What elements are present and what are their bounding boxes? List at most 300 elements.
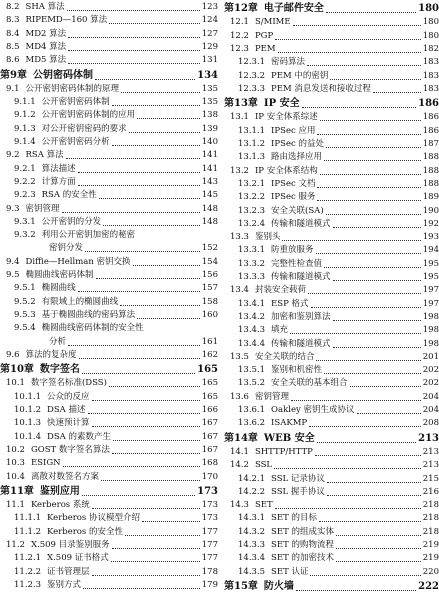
entry-number: 10.1.1 bbox=[14, 391, 42, 402]
entry-number: 11.1.2 bbox=[14, 526, 42, 537]
toc-chapter-entry bbox=[0, 69, 218, 82]
entry-page-number: 167 bbox=[201, 418, 218, 429]
entry-number: 12.3.1 bbox=[238, 57, 266, 68]
toc-entry bbox=[0, 124, 218, 135]
dot-leader bbox=[120, 304, 200, 306]
toc-entry bbox=[224, 365, 439, 376]
entry-number: 13.2.1 bbox=[238, 178, 266, 189]
dot-leader bbox=[129, 131, 200, 133]
entry-title: PEM 中的密钥 bbox=[271, 70, 329, 81]
entry-title: PEM 消息发送和接收过程 bbox=[271, 83, 371, 94]
entry-title: RIPEMD—160 算法 bbox=[25, 15, 108, 26]
entry-number: 13.6 bbox=[230, 391, 249, 402]
entry-title: PEM bbox=[254, 43, 276, 54]
dot-leader bbox=[112, 547, 200, 549]
dot-leader bbox=[317, 186, 420, 188]
entry-page-number: 188 bbox=[422, 152, 439, 163]
entry-page-number: 193 bbox=[422, 232, 439, 243]
entry-number: 13.4.3 bbox=[238, 325, 266, 336]
entry-title: 密钥分发 bbox=[49, 243, 84, 254]
dot-leader bbox=[78, 171, 200, 173]
entry-number: 12.2 bbox=[230, 30, 249, 41]
entry-title: 证书管理层 bbox=[47, 566, 90, 577]
entry-page-number: 218 bbox=[422, 500, 439, 511]
entry-title: DSA 描述 bbox=[47, 405, 86, 415]
entry-page-number: 127 bbox=[201, 28, 218, 39]
entry-title: 算法描述 bbox=[41, 163, 76, 174]
entry-page-number: 195 bbox=[422, 258, 439, 269]
entry-number: 13.4.1 bbox=[238, 298, 266, 309]
entry-title: 离散对数签名方案 bbox=[30, 471, 99, 482]
toc-entry bbox=[224, 447, 439, 458]
dot-leader bbox=[68, 49, 200, 51]
entry-number: 9.5.2 bbox=[14, 296, 36, 307]
entry-number: 13.3 bbox=[230, 232, 249, 243]
toc-entry bbox=[0, 150, 218, 161]
entry-page-number: 198 bbox=[422, 338, 439, 349]
entry-number: 13.2.2 bbox=[238, 192, 266, 203]
entry-title: 鉴别应用 bbox=[39, 485, 80, 497]
entry-title: SHTTP/HTTP bbox=[254, 446, 313, 457]
entry-title: SSL bbox=[254, 460, 273, 471]
entry-title: ESP 格式 bbox=[271, 298, 309, 309]
toc-entry bbox=[0, 97, 218, 108]
dot-leader bbox=[315, 454, 421, 456]
toc-entry bbox=[224, 44, 439, 55]
dot-leader bbox=[324, 266, 421, 268]
dot-leader bbox=[310, 574, 420, 576]
entry-number: 13.4 bbox=[230, 285, 249, 296]
entry-page-number: 143 bbox=[201, 176, 218, 187]
toc-entry bbox=[0, 458, 218, 469]
entry-number: 13.3.3 bbox=[238, 272, 266, 282]
dot-leader bbox=[111, 560, 200, 562]
entry-page-number: 161 bbox=[201, 336, 218, 347]
dot-leader bbox=[121, 91, 200, 93]
entry-title: GOST 数字签名算法 bbox=[30, 444, 110, 455]
toc-entry bbox=[0, 55, 218, 66]
entry-title: X.509 证书格式 bbox=[47, 553, 109, 564]
toc-entry bbox=[224, 192, 439, 203]
entry-number: 14.1 bbox=[230, 446, 249, 457]
entry-page-number: 165 bbox=[197, 364, 218, 376]
entry-number: 10.1.3 bbox=[14, 418, 42, 429]
entry-title: 传输和隧道模式 bbox=[271, 272, 331, 282]
dot-leader bbox=[333, 319, 421, 321]
toc-entry bbox=[0, 217, 218, 228]
entry-title: IPSec 的益处 bbox=[271, 139, 324, 149]
toc-entry bbox=[0, 177, 218, 188]
toc-entry bbox=[0, 553, 218, 564]
entry-number: 12.3 bbox=[230, 43, 249, 54]
entry-title: DSA 的素数产生 bbox=[47, 431, 112, 442]
entry-number: 10.4 bbox=[6, 471, 25, 482]
entry-title: MD2 算法 bbox=[25, 28, 67, 39]
entry-number: 14.3.4 bbox=[238, 553, 266, 564]
entry-number: 第10章 bbox=[0, 364, 34, 376]
entry-page-number: 197 bbox=[422, 285, 439, 296]
entry-title: SET 认证 bbox=[271, 566, 309, 577]
entry-number: 9.5 bbox=[6, 270, 20, 280]
entry-page-number: 141 bbox=[201, 150, 218, 161]
dot-leader bbox=[317, 199, 420, 201]
dot-leader bbox=[103, 224, 200, 226]
entry-title: Oakley 密钥生成协议 bbox=[271, 405, 355, 415]
toc-entry bbox=[224, 17, 439, 28]
entry-number: 13.1.2 bbox=[238, 139, 266, 149]
toc-entry bbox=[224, 219, 439, 230]
dot-leader bbox=[68, 62, 200, 64]
entry-page-number: 152 bbox=[201, 243, 218, 254]
entry-page-number: 190 bbox=[422, 205, 439, 216]
entry-title: 椭圆曲线密码体制的安全性 bbox=[41, 323, 144, 334]
entry-number: 13.3.1 bbox=[238, 245, 266, 256]
dot-leader bbox=[68, 344, 200, 346]
toc-entry bbox=[224, 71, 439, 82]
dot-leader bbox=[336, 534, 421, 536]
entry-title: 安全关联的基本组合 bbox=[271, 378, 348, 389]
entry-page-number: 170 bbox=[201, 471, 218, 482]
dot-leader bbox=[78, 290, 200, 292]
toc-entry bbox=[224, 166, 439, 177]
toc-entry bbox=[224, 285, 439, 296]
entry-page-number: 173 bbox=[197, 485, 218, 497]
entry-title: 填充 bbox=[271, 325, 289, 336]
toc-entry bbox=[0, 2, 218, 13]
toc-entry bbox=[0, 84, 218, 95]
entry-page-number: 177 bbox=[201, 540, 218, 550]
entry-number: 第9章 bbox=[0, 69, 27, 81]
entry-title: 对公开密钥密码的要求 bbox=[41, 123, 127, 134]
entry-number: 9.5.4 bbox=[14, 323, 36, 334]
entry-number: 10.1 bbox=[6, 378, 25, 389]
entry-number: 12.3.3 bbox=[238, 83, 266, 94]
entry-page-number: 141 bbox=[201, 163, 218, 174]
entry-title: SHA 算法 bbox=[25, 2, 65, 12]
dot-leader bbox=[125, 534, 200, 536]
entry-title: ESIGN bbox=[30, 458, 61, 469]
entry-number: 12.1 bbox=[230, 17, 249, 28]
dot-leader bbox=[278, 51, 421, 53]
dot-leader bbox=[78, 184, 200, 186]
entry-page-number: 186 bbox=[422, 112, 439, 123]
entry-title: 基于椭圆曲线的密码算法 bbox=[41, 309, 136, 320]
toc-entry bbox=[0, 432, 218, 443]
toc-entry bbox=[224, 232, 439, 243]
entry-title: 防重放服务 bbox=[271, 245, 314, 256]
dot-leader bbox=[350, 385, 421, 387]
entry-number: 9.2 bbox=[6, 150, 20, 161]
entry-page-number: 139 bbox=[201, 123, 218, 134]
entry-title: 传输和隧道模式 bbox=[271, 338, 331, 349]
dot-leader bbox=[109, 385, 200, 387]
toc-entry bbox=[224, 567, 439, 578]
toc-entry bbox=[0, 137, 218, 148]
entry-page-number: 180 bbox=[422, 17, 439, 28]
entry-number: 12.3.2 bbox=[238, 70, 266, 81]
entry-title: X.509 目录鉴别服务 bbox=[30, 540, 110, 550]
dot-leader bbox=[324, 372, 421, 374]
entry-page-number: 157 bbox=[201, 283, 218, 294]
entry-page-number: 188 bbox=[422, 178, 439, 189]
entry-number: 9.3.1 bbox=[14, 216, 36, 227]
toc-entry bbox=[0, 297, 218, 308]
toc-entry bbox=[0, 190, 218, 201]
toc-entry bbox=[224, 500, 439, 511]
entry-title: 加密和鉴别算法 bbox=[271, 311, 331, 322]
entry-number: 9.1.3 bbox=[14, 123, 36, 134]
entry-page-number: 187 bbox=[422, 139, 439, 149]
entry-page-number: 178 bbox=[201, 566, 218, 577]
entry-title: 公钥密码体制 bbox=[32, 69, 93, 81]
toc-entry bbox=[0, 513, 218, 524]
entry-title: WEB 安全 bbox=[263, 432, 315, 444]
entry-number: 13.3.2 bbox=[238, 258, 266, 269]
dot-leader bbox=[282, 239, 420, 241]
entry-number: 9.1.1 bbox=[14, 97, 36, 108]
entry-page-number: 173 bbox=[201, 513, 218, 524]
entry-title: Kerberos 系统 bbox=[30, 500, 90, 511]
dot-leader bbox=[92, 425, 200, 427]
entry-title: 公众的反应 bbox=[47, 391, 90, 402]
entry-title: MD5 算法 bbox=[25, 55, 67, 66]
toc-entry bbox=[224, 259, 439, 270]
toc-entry bbox=[224, 126, 439, 137]
toc-entry bbox=[224, 57, 439, 68]
dot-leader bbox=[316, 252, 421, 254]
dot-leader bbox=[67, 9, 200, 11]
entry-page-number: 140 bbox=[201, 137, 218, 147]
entry-title: SET bbox=[254, 500, 273, 511]
toc-entry bbox=[0, 445, 218, 456]
entry-title: 传输和隧道模式 bbox=[271, 218, 331, 229]
toc-entry bbox=[224, 179, 439, 190]
entry-number: 14.3.5 bbox=[238, 566, 266, 577]
entry-page-number: 180 bbox=[422, 30, 439, 41]
entry-title: 安全关联的结合 bbox=[254, 351, 315, 362]
entry-page-number: 204 bbox=[422, 405, 439, 415]
entry-title: 鉴别方式 bbox=[47, 579, 82, 590]
entry-title: 快速预计算 bbox=[47, 418, 90, 429]
dot-leader bbox=[330, 78, 420, 80]
entry-page-number: 168 bbox=[201, 458, 218, 469]
entry-number: 14.2.2 bbox=[238, 486, 266, 497]
toc-entry bbox=[224, 339, 439, 350]
entry-number: 9.1.2 bbox=[14, 110, 36, 121]
entry-title: IPSec 文档 bbox=[271, 178, 316, 189]
dot-leader bbox=[336, 560, 421, 562]
toc-entry bbox=[0, 230, 218, 241]
dot-leader bbox=[326, 213, 421, 215]
toc-entry bbox=[224, 540, 439, 551]
toc-entry bbox=[0, 500, 218, 511]
toc-entry bbox=[0, 110, 218, 121]
toc-entry bbox=[0, 472, 218, 483]
entry-title: 有限域上的椭圆曲线 bbox=[41, 296, 119, 307]
toc-chapter-entry bbox=[224, 97, 439, 110]
dot-leader bbox=[309, 425, 421, 427]
toc-entry bbox=[0, 42, 218, 53]
entry-number: 8.4 bbox=[6, 28, 20, 39]
entry-title: SET 的目标 bbox=[271, 513, 317, 524]
entry-number: 第11章 bbox=[0, 485, 34, 497]
entry-title: IP 安全体系综述 bbox=[254, 112, 318, 123]
entry-number: 8.6 bbox=[6, 55, 20, 66]
entry-number: 9.3 bbox=[6, 203, 20, 214]
entry-page-number: 148 bbox=[201, 216, 218, 227]
entry-number: 9.1.4 bbox=[14, 137, 36, 147]
entry-page-number: 213 bbox=[422, 460, 439, 471]
entry-page-number: 167 bbox=[201, 444, 218, 455]
entry-page-number: 192 bbox=[422, 218, 439, 229]
entry-number: 9.4 bbox=[6, 256, 20, 267]
entry-title: Kerberos 的安全性 bbox=[47, 526, 123, 537]
toc-entry bbox=[224, 272, 439, 283]
dot-leader bbox=[92, 574, 200, 576]
entry-page-number: 162 bbox=[201, 349, 218, 360]
entry-title: IPSec 服务 bbox=[271, 192, 316, 203]
entry-title: Diffie—Hellman 密钥交换 bbox=[25, 256, 131, 267]
entry-page-number: 215 bbox=[422, 473, 439, 484]
entry-page-number: 179 bbox=[201, 579, 218, 590]
entry-title: 密钥管理 bbox=[254, 391, 289, 402]
entry-title: 密码算法 bbox=[271, 57, 306, 68]
toc-entry bbox=[224, 513, 439, 524]
entry-page-number: 198 bbox=[422, 325, 439, 336]
toc-entry bbox=[224, 474, 439, 485]
entry-number: 8.5 bbox=[6, 41, 20, 52]
toc-entry bbox=[224, 325, 439, 336]
entry-number: 9.2.1 bbox=[14, 163, 36, 174]
dot-leader bbox=[326, 11, 416, 13]
dot-leader bbox=[133, 264, 200, 266]
dot-leader bbox=[99, 197, 200, 199]
entry-page-number: 158 bbox=[201, 296, 218, 307]
dot-leader bbox=[109, 22, 200, 24]
entry-title: ISAKMP bbox=[271, 418, 308, 429]
entry-number: 9.2.2 bbox=[14, 176, 36, 187]
entry-number: 13.2 bbox=[230, 165, 249, 176]
entry-page-number: 135 bbox=[201, 97, 218, 108]
entry-page-number: 201 bbox=[422, 351, 439, 362]
dot-leader bbox=[79, 357, 200, 359]
toc-entry bbox=[0, 15, 218, 26]
dot-leader bbox=[336, 547, 421, 549]
entry-page-number: 123 bbox=[201, 2, 218, 12]
entry-title: 鉴别和机密性 bbox=[271, 365, 323, 376]
entry-title: 算法的复杂度 bbox=[25, 349, 77, 360]
entry-number: 11.1.1 bbox=[14, 513, 42, 524]
toc-entry bbox=[224, 112, 439, 123]
dot-leader bbox=[320, 119, 421, 121]
toc-entry bbox=[0, 310, 218, 321]
entry-number: 13.5.1 bbox=[238, 365, 266, 376]
entry-number: 11.2.3 bbox=[14, 579, 42, 590]
entry-title: 计算方面 bbox=[41, 176, 76, 187]
entry-number: 13.1 bbox=[230, 112, 249, 123]
entry-page-number: 219 bbox=[422, 540, 439, 550]
dot-leader bbox=[92, 507, 200, 509]
dot-leader bbox=[317, 441, 416, 443]
entry-title: PGP bbox=[254, 30, 274, 41]
dot-leader bbox=[333, 226, 421, 228]
entry-page-number: 218 bbox=[422, 513, 439, 524]
toc-entry bbox=[0, 270, 218, 281]
toc-entry bbox=[224, 31, 439, 42]
entry-title: IP 安全 bbox=[263, 98, 300, 110]
dot-leader bbox=[112, 452, 200, 454]
entry-page-number: 213 bbox=[418, 432, 439, 444]
toc-entry bbox=[0, 323, 218, 334]
entry-number: 13.4.4 bbox=[238, 338, 266, 349]
entry-page-number: 129 bbox=[201, 41, 218, 52]
dot-leader bbox=[142, 520, 200, 522]
toc-entry bbox=[0, 378, 218, 389]
dot-leader bbox=[82, 494, 195, 496]
entry-page-number: 194 bbox=[422, 245, 439, 256]
entry-title: 公开密钥密码体制 bbox=[41, 97, 110, 108]
dot-leader bbox=[101, 479, 200, 481]
toc-entry bbox=[0, 540, 218, 551]
dot-leader bbox=[302, 106, 417, 108]
dot-leader bbox=[275, 38, 421, 40]
entry-number: 14.2 bbox=[230, 460, 249, 471]
entry-page-number: 189 bbox=[422, 192, 439, 203]
entry-number: 8.3 bbox=[6, 15, 20, 26]
entry-number: 14.2.1 bbox=[238, 473, 266, 484]
entry-number: 13.5 bbox=[230, 351, 249, 362]
entry-title: 完整性检查值 bbox=[271, 258, 323, 269]
entry-title: 防火墙 bbox=[263, 580, 294, 592]
toc-entry bbox=[224, 299, 439, 310]
entry-page-number: 198 bbox=[422, 311, 439, 322]
entry-number: 13.5.2 bbox=[238, 378, 266, 389]
entry-page-number: 213 bbox=[422, 446, 439, 457]
toc-entry bbox=[0, 527, 218, 538]
entry-page-number: 188 bbox=[422, 165, 439, 176]
dot-leader bbox=[373, 91, 421, 93]
entry-number: 13.1.1 bbox=[238, 125, 266, 136]
dot-leader bbox=[311, 306, 421, 308]
dot-leader bbox=[275, 507, 421, 509]
entry-page-number: 219 bbox=[422, 553, 439, 564]
toc-entry bbox=[0, 337, 218, 348]
entry-page-number: 165 bbox=[201, 391, 218, 402]
dot-leader bbox=[96, 277, 200, 279]
dot-leader bbox=[112, 104, 200, 106]
toc-entry bbox=[0, 29, 218, 40]
toc-entry bbox=[224, 352, 439, 363]
entry-number: 10.1.4 bbox=[14, 431, 42, 442]
toc-entry bbox=[224, 245, 439, 256]
entry-page-number: 148 bbox=[201, 203, 218, 214]
dot-leader bbox=[85, 250, 200, 252]
dot-leader bbox=[296, 589, 416, 591]
entry-page-number: 156 bbox=[201, 270, 218, 280]
dot-leader bbox=[88, 412, 200, 414]
entry-title: Kerberos 协议模型介绍 bbox=[47, 513, 140, 524]
entry-page-number: 222 bbox=[418, 580, 439, 592]
dot-leader bbox=[62, 211, 200, 213]
entry-title: MD4 算法 bbox=[25, 41, 67, 52]
dot-leader bbox=[137, 117, 200, 119]
dot-leader bbox=[83, 587, 200, 589]
toc-chapter-entry bbox=[224, 432, 439, 445]
entry-page-number: 180 bbox=[418, 3, 439, 14]
entry-number: 13.6.1 bbox=[238, 405, 266, 415]
entry-title: 封装安全载荷 bbox=[254, 285, 306, 296]
entry-title: 安全关联(SA) bbox=[271, 205, 324, 216]
